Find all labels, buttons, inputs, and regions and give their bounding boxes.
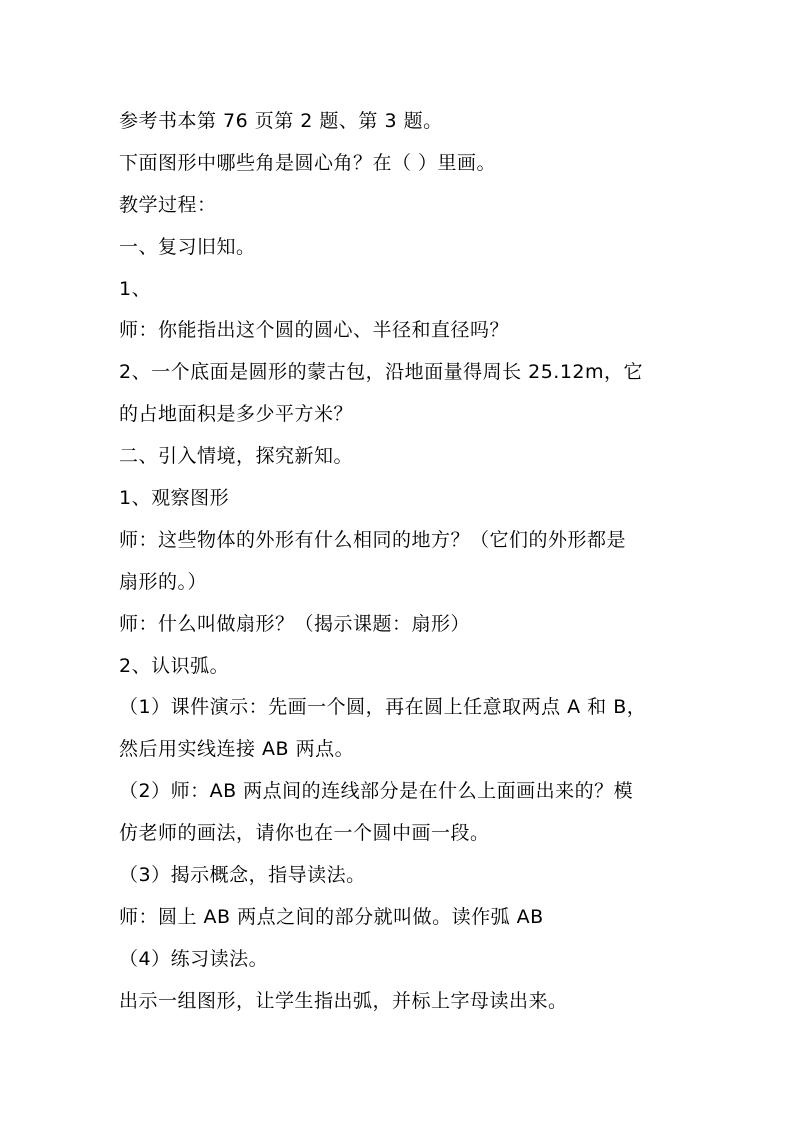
text-line: 出示一组图形，让学生指出弧，并标上字母读出来。 [119, 989, 568, 1012]
text-line: 2、一个底面是圆形的蒙古包，沿地面量得周长 25.12m，它 [119, 361, 644, 384]
text-line: 2、认识弧。 [119, 654, 230, 677]
text-line: 下面图形中哪些角是圆心角？在（ ）里画。 [119, 151, 497, 174]
section-heading: 教学过程： [119, 193, 217, 216]
text-line: 师：你能指出这个圆的圆心、半径和直径吗？ [119, 319, 510, 342]
text-line: （1）课件演示：先画一个圆，再在圆上任意取两点 A 和 B， [119, 696, 647, 719]
text-line: 1、观察图形 [119, 487, 230, 510]
text-line: 然后用实线连接 AB 两点。 [119, 738, 355, 761]
text-line: （3）揭示概念，指导读法。 [119, 864, 366, 887]
text-line: 1、 [119, 277, 152, 300]
text-line: 扇形的。） [119, 570, 208, 593]
text-line: 师：什么叫做扇形？（揭示课题：扇形） [119, 612, 471, 635]
section-heading: 二、引入情境，探究新知。 [119, 445, 354, 468]
text-line: 的占地面积是多少平方米？ [119, 403, 354, 426]
text-line: 师：这些物体的外形有什么相同的地方？（它们的外形都是 [119, 528, 627, 551]
section-heading: 一、复习旧知。 [119, 235, 256, 258]
document-body [119, 101, 679, 1023]
text-line: （2）师：AB 两点间的连线部分是在什么上面画出来的？模 [119, 780, 634, 803]
text-line: 参考书本第 76 页第 2 题、第 3 题。 [119, 110, 443, 132]
text-line: 仿老师的画法，请你也在一个圆中画一段。 [119, 822, 490, 845]
text-line: （4）练习读法。 [119, 947, 269, 970]
text-line: 师：圆上 AB 两点之间的部分就叫做。读作弧 AB [119, 905, 544, 928]
